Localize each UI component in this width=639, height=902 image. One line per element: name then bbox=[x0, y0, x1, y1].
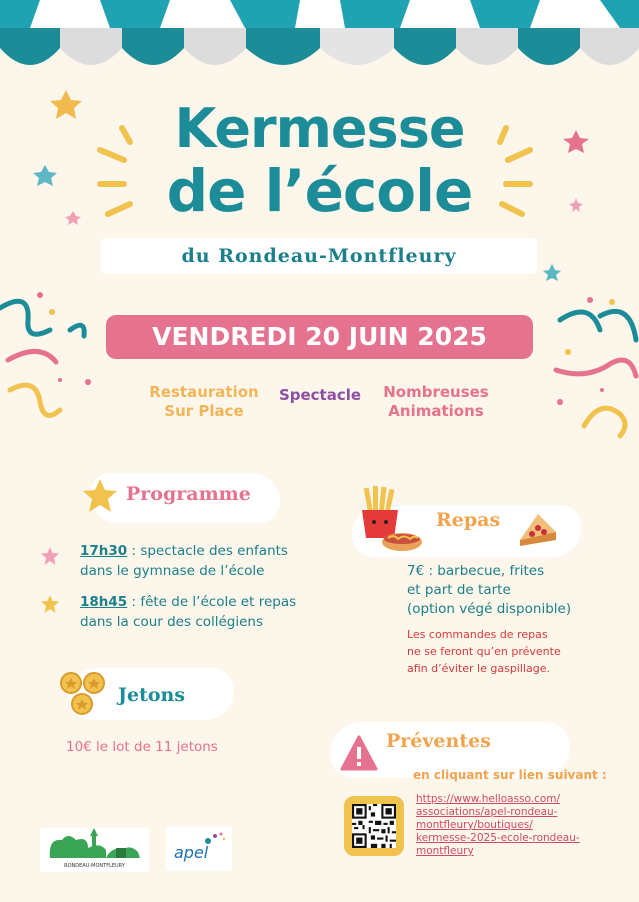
feature-spectacle bbox=[272, 386, 368, 405]
programme-text: : spectacle des enfants bbox=[127, 543, 288, 559]
programme-title: Programme bbox=[126, 483, 251, 505]
programme-time: 18h45 bbox=[80, 594, 128, 610]
programme-item bbox=[80, 592, 340, 632]
programme-time: 17h30 bbox=[80, 543, 128, 559]
repas-note bbox=[407, 626, 607, 677]
school-logo-icon bbox=[40, 828, 149, 862]
repas-title: Repas bbox=[436, 509, 501, 531]
event-date: VENDREDI 20 JUIN 2025 bbox=[106, 315, 533, 359]
title-line1: Kermesse bbox=[174, 97, 465, 160]
repas-note-line: ne se feront qu’en prévente bbox=[407, 645, 561, 658]
feature-line: Sur Place bbox=[164, 402, 244, 420]
feature-line: Animations bbox=[388, 402, 484, 420]
link-line[interactable]: https://www.helloasso.com/ bbox=[416, 793, 561, 805]
pie-icon bbox=[516, 510, 558, 548]
link-line[interactable]: montfleury/boutiques/ bbox=[416, 819, 533, 831]
programme-text: dans le gymnase de l’école bbox=[80, 563, 265, 579]
jetons-text: 10€ le lot de 11 jetons bbox=[66, 739, 218, 755]
preventes-intro: en cliquant sur lien suivant : bbox=[413, 768, 607, 782]
repas-description bbox=[407, 562, 607, 619]
repas-line: 7€ : barbecue, frites bbox=[407, 563, 545, 579]
repas-line: et part de tarte bbox=[407, 582, 511, 598]
feature-line: Spectacle bbox=[278, 386, 362, 404]
jetons-title: Jetons bbox=[118, 684, 186, 706]
programme-text: : fête de l’école et repas bbox=[127, 594, 297, 610]
repas-note-line: afin d’éviter le gaspillage. bbox=[407, 662, 550, 675]
qr-code[interactable] bbox=[344, 796, 404, 856]
helloasso-link[interactable] bbox=[416, 793, 626, 858]
feature-restauration bbox=[140, 383, 268, 421]
school-logo bbox=[40, 828, 149, 872]
programme-text: dans la cour des collégiens bbox=[80, 614, 264, 630]
apel-logo bbox=[166, 827, 232, 871]
tokens-icon bbox=[58, 670, 108, 718]
link-line[interactable]: montfleury bbox=[416, 845, 474, 857]
preventes-title: Préventes bbox=[386, 730, 491, 752]
programme-item bbox=[80, 541, 340, 581]
warning-icon bbox=[340, 735, 378, 771]
school-logo-text: RONDEAU-MONTFLEURY bbox=[64, 863, 125, 869]
repas-note-line: Les commandes de repas bbox=[407, 628, 548, 641]
fries-hotdog-icon bbox=[358, 486, 424, 556]
link-line[interactable]: kermesse-2025-ecole-rondeau- bbox=[416, 832, 580, 844]
star-icon bbox=[40, 594, 60, 614]
qr-code-icon bbox=[352, 804, 396, 848]
feature-animations bbox=[372, 383, 500, 421]
subtitle: du Rondeau-Montfleury bbox=[101, 238, 537, 274]
feature-line: Restauration bbox=[149, 383, 259, 401]
title-line2: de l’école bbox=[166, 157, 473, 225]
star-icon bbox=[40, 546, 60, 566]
apel-logo-text: apel bbox=[174, 843, 209, 862]
star-icon bbox=[543, 264, 561, 281]
repas-line: (option végé disponible) bbox=[407, 601, 572, 617]
feature-line: Nombreuses bbox=[383, 383, 489, 401]
link-line[interactable]: associations/apel-rondeau- bbox=[416, 806, 558, 818]
star-icon bbox=[82, 478, 118, 514]
awning-banner bbox=[0, 0, 639, 80]
